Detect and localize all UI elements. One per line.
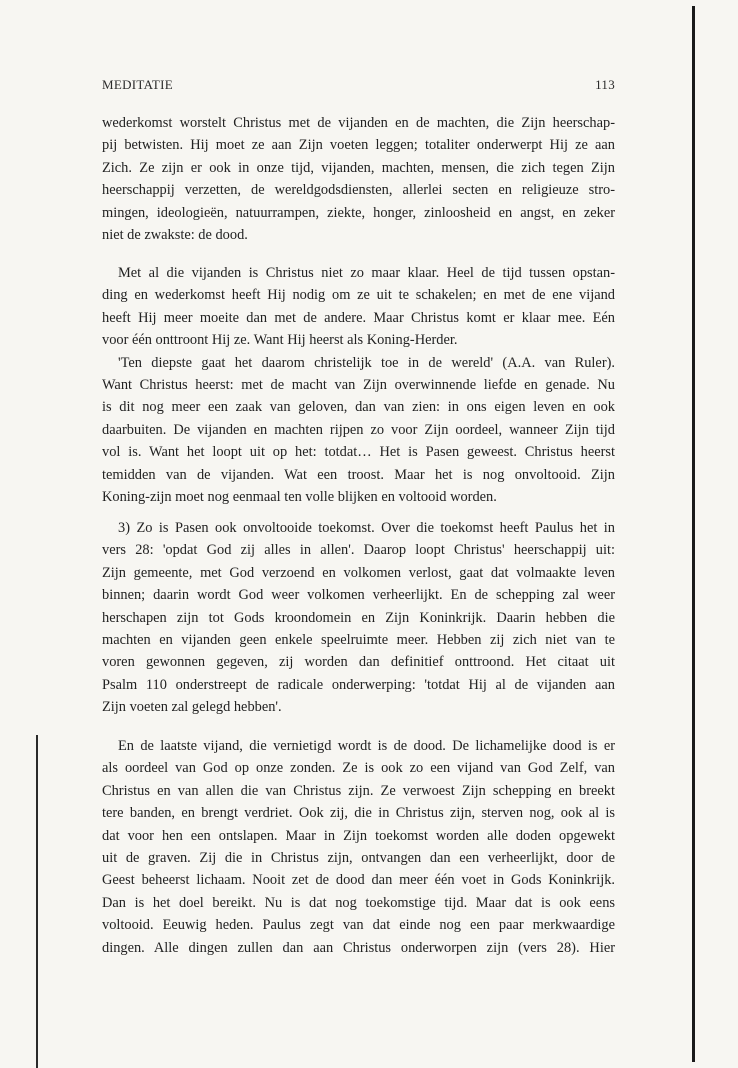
paragraph-2 [102, 262, 615, 508]
text-line: 3) Zo is Pasen ook onvoltooide toekomst. Over die toekomst heeft Paulus het in [118, 520, 615, 536]
text-line: pij betwisten. Hij moet ze aan Zijn voeten leggen; totaliter onderwerpt Hij ze aan [102, 137, 615, 154]
text-line: Dan is het doel bereikt. Nu is dat nog toekomstige tijd. Maar dat is ook eens [102, 894, 615, 911]
text-line: machten en vijanden geen enkele speelruimte meer. Hebben zij zich niet van te [102, 631, 615, 648]
running-title: MEDITATIE [102, 77, 173, 92]
paragraph-1 [102, 112, 615, 246]
text-line: Christus en van allen die van Christus zijn. Ze verwoest Zijn schepping en breekt [102, 782, 615, 799]
running-header [102, 77, 615, 93]
text-line: wederkomst worstelt Christus met de vijanden en de machten, die Zijn heerschap- [102, 115, 615, 131]
page-number: 113 [595, 77, 615, 92]
paragraph-4 [102, 735, 615, 959]
text-line: vol is. Want het loopt uit op het: totdat… Het is Pasen geweest. Christus heerst [102, 444, 615, 461]
text-line: Psalm 110 onderstreept de radicale onderwerping: 'totdat Hij al de vijanden aan [102, 676, 615, 693]
text-line: Want Christus heerst: met de macht van Zijn overwinnende liefde en genade. Nu [102, 376, 615, 393]
text-line: voren gewonnen gegeven, zij worden dan definitief onttroond. Het citaat uit [102, 654, 615, 671]
text-line: Zijn voeten zal gelegd hebben'. [102, 699, 282, 716]
text-line: heeft Hij meer moeite dan met de andere. Maar Christus komt er klaar mee. Eén [102, 309, 615, 326]
text-line: herschapen zijn tot Gods kroondomein en Zijn Koninkrijk. Daarin hebben die [102, 609, 615, 626]
text-line: dingen. Alle dingen zullen dan aan Christus onderworpen zijn (vers 28). Hier [102, 939, 615, 956]
text-line: Geest beheerst lichaam. Nooit zet de dood dan meer één voet in Gods Koninkrijk. [102, 872, 615, 889]
text-line: is dit nog meer een zaak van geloven, dan van zien: in ons eigen leven en ook [102, 399, 615, 416]
text-line: dat voor hen een ontslapen. Maar in Zijn toekomst worden alle doden opgewekt [102, 827, 615, 844]
text-line: heerschappij verzetten, de wereldgodsdiensten, allerlei secten en religieuze stro- [102, 182, 615, 199]
text-line: ding en wederkomst heeft Hij nodig om ze uit te schakelen; en met de ene vijand [102, 287, 615, 304]
text-line: vers 28: 'opdat God zij alles in allen'. Daarop loopt Christus' heerschappij uit: [102, 542, 615, 559]
text-line: niet de zwakste: de dood. [102, 226, 248, 243]
text-line: binnen; daarin wordt God weer volkomen verheerlijkt. En de schepping zal weer [102, 587, 615, 604]
text-line: Koning-zijn moet nog eenmaal ten volle blijken en voltooid worden. [102, 488, 497, 505]
text-line: voltooid. Eeuwig heden. Paulus zegt van dat einde nog een paar merkwaardige [102, 917, 615, 934]
text-line: En de laatste vijand, die vernietigd wordt is de dood. De lichamelijke dood is er [118, 738, 615, 754]
text-line: als oordeel van God op onze zonden. Ze is ook zo een vijand van God Zelf, van [102, 760, 615, 777]
text-line: Zich. Ze zijn er ook in onze tijd, vijanden, machten, mensen, die zich tegen Zijn [102, 159, 615, 176]
page-edge-left [36, 735, 38, 1068]
text-line: daarbuiten. De vijanden en machten rijpen zo voor Zijn oordeel, wanneer Zijn tijd [102, 421, 615, 438]
text-line: Met al die vijanden is Christus niet zo maar klaar. Heel de tijd tussen opstan- [118, 265, 615, 281]
text-line: 'Ten diepste gaat het daarom christelijk toe in de wereld' (A.A. van Ruler). [118, 354, 615, 371]
text-line: voor één onttroont Hij ze. Want Hij heerst als Koning-Herder. [102, 332, 458, 349]
text-line: temidden van de vijanden. Wat een troost. Maar het is nog onvoltooid. Zijn [102, 466, 615, 483]
text-line: uit de graven. Zij die in Christus zijn, ontvangen dan een verheerlijkt, door de [102, 849, 615, 866]
text-line: tere banden, en brengt verdriet. Ook zij, die in Christus zijn, sterven nog, ook al is [102, 805, 615, 822]
paragraph-3 [102, 517, 615, 719]
text-line: mingen, ideologieën, natuurrampen, ziekte, honger, zinloosheid en angst, en zeker [102, 204, 615, 221]
text-line: Zijn gemeente, met God verzoend en volkomen verlost, gaat dat volmaakte leven [102, 564, 615, 581]
page-edge-right [692, 6, 695, 1062]
